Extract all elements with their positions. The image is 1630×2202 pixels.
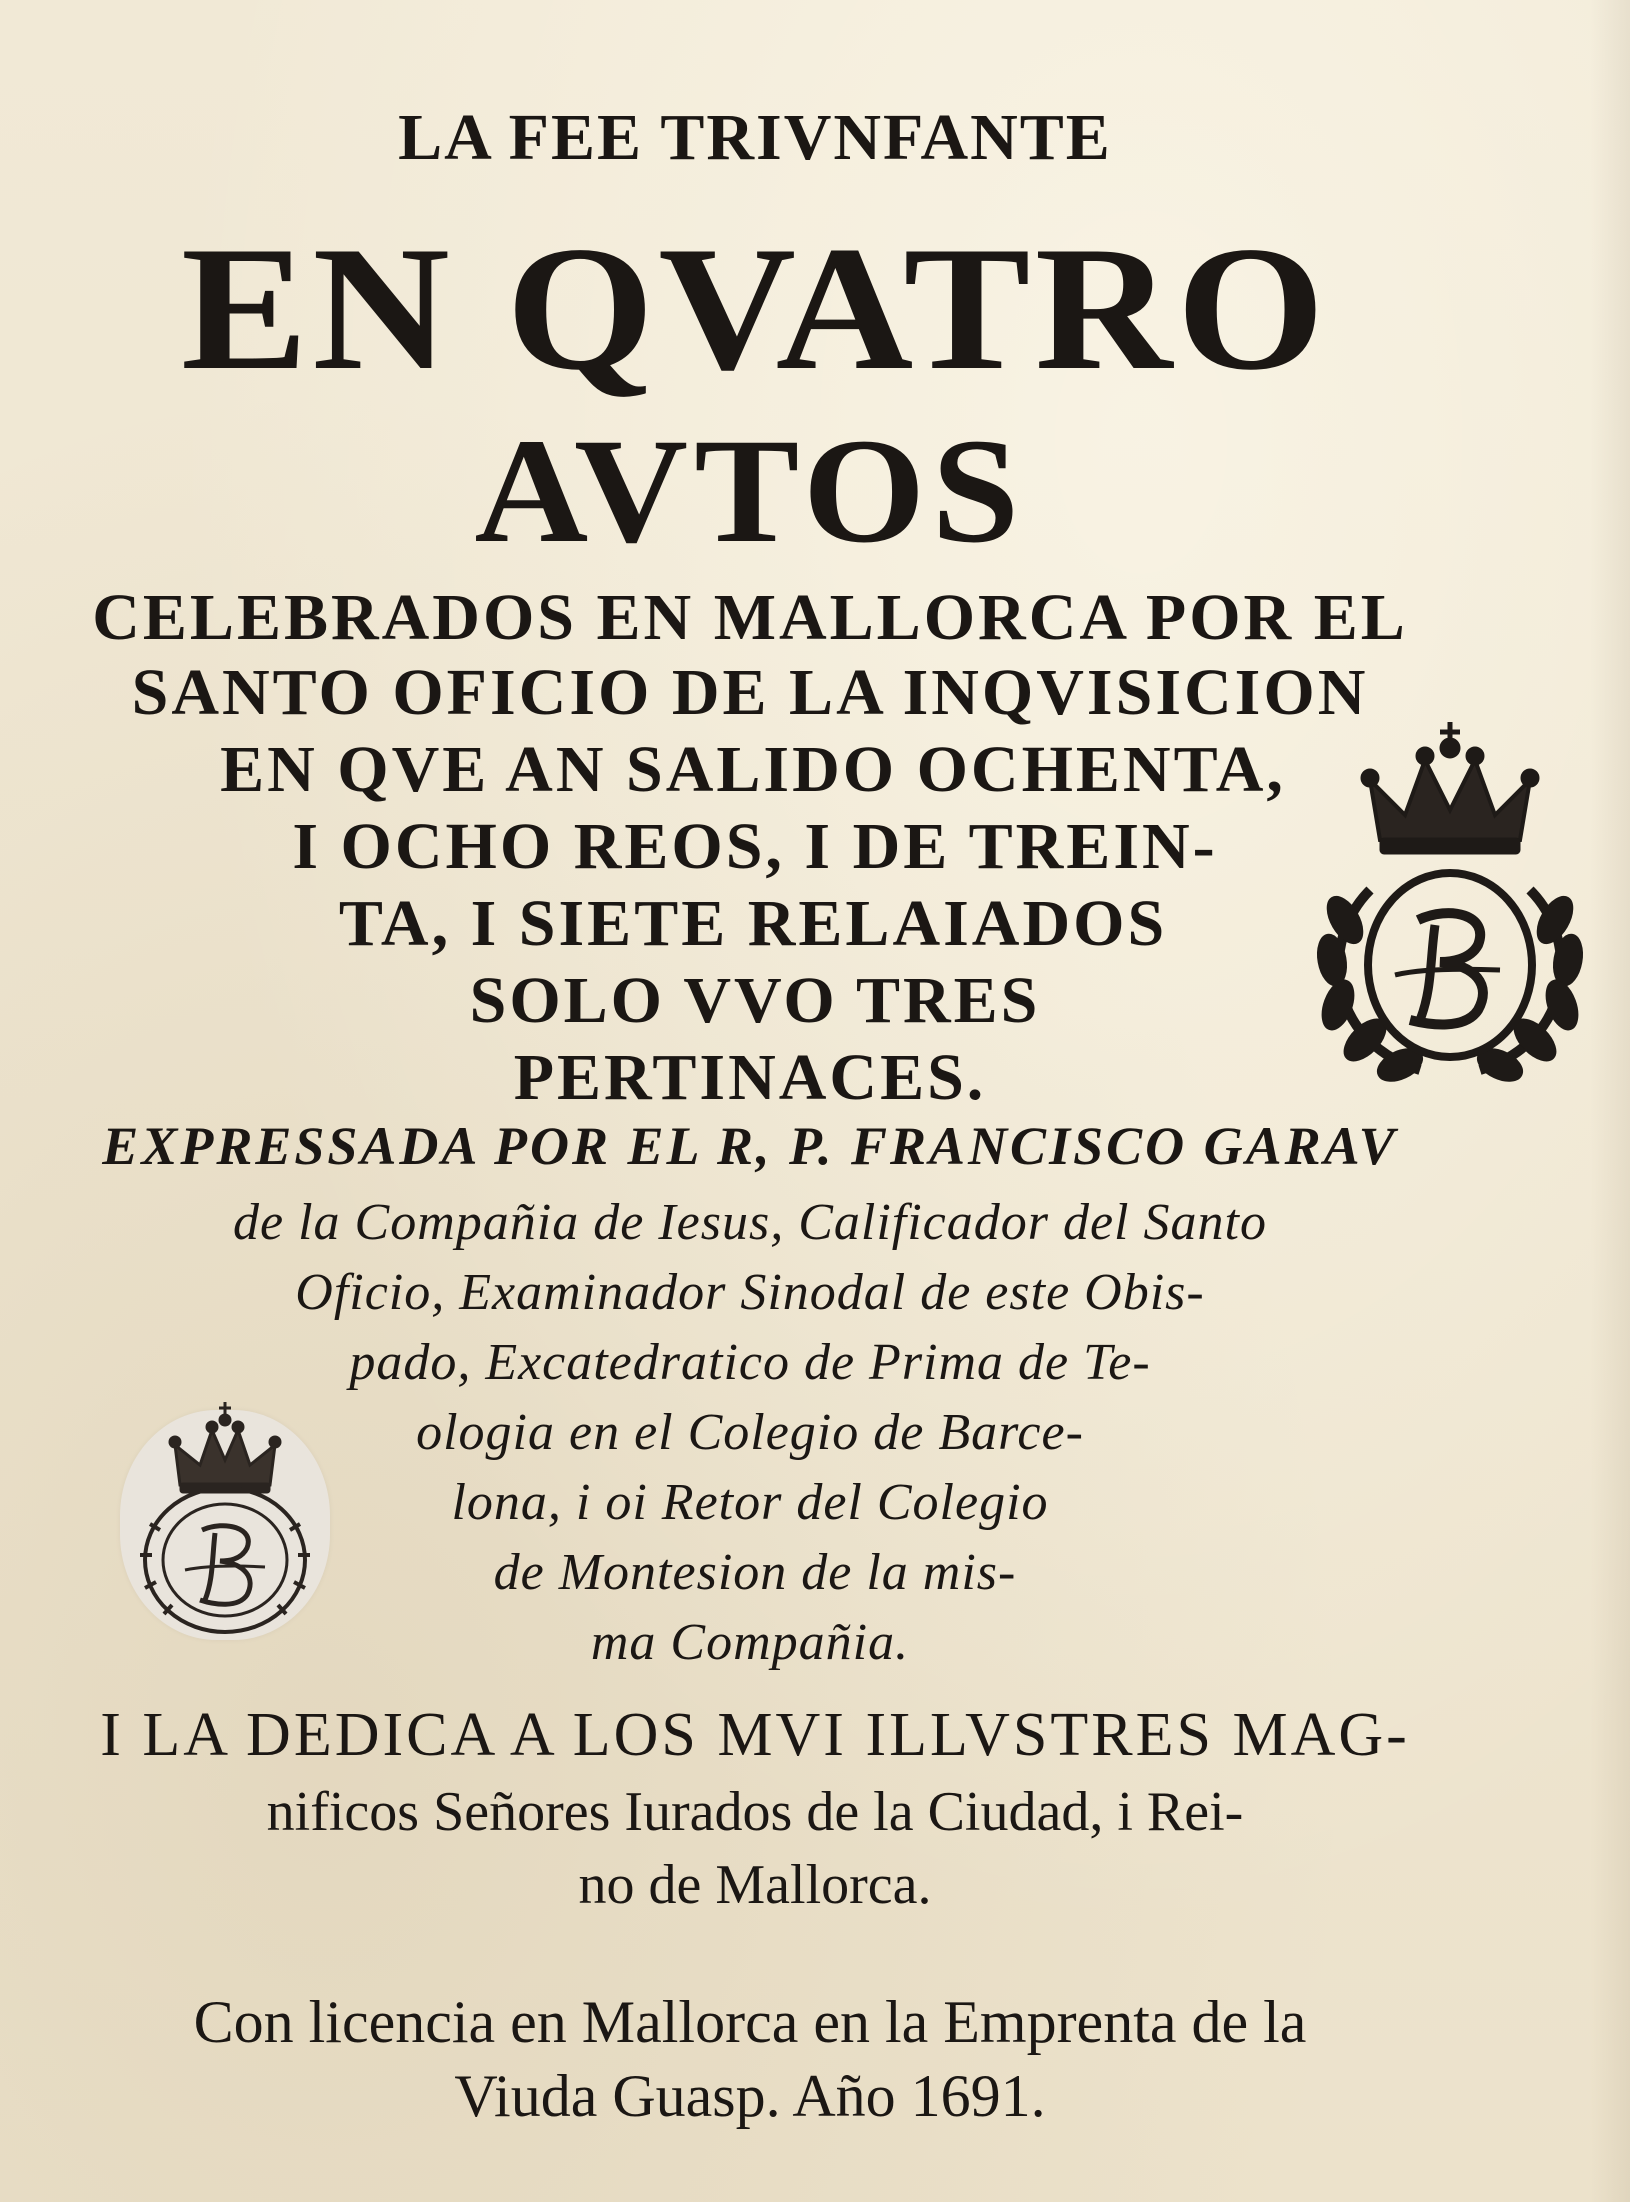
crowned-monogram-stamp-icon — [120, 1390, 330, 1650]
dedication-line-2: nificos Señores Iurados de la Ciudad, i Rei- — [266, 1781, 1244, 1843]
author-line-2: de la Compañia de Iesus, Calificador del Santo — [233, 1194, 1267, 1251]
title-line-2: EN QVATRO — [180, 209, 1329, 407]
dedication-line-1: I LA DEDICA A LOS MVI ILLVSTRES MAG- — [100, 1701, 1410, 1769]
library-stamp-small — [120, 1390, 330, 1650]
crowned-monogram-stamp-icon — [1300, 720, 1600, 1100]
title-line-4: CELEBRADOS EN MALLORCA POR EL — [92, 581, 1408, 654]
dedication-line-3: no de Mallorca. — [578, 1854, 932, 1916]
title-line-10: PERTINACES. — [513, 1041, 987, 1114]
title-line-3: AVTOS — [474, 408, 1026, 574]
author-line-1: EXPRESSADA POR EL R, P. FRANCISCO GARAV — [102, 1116, 1398, 1176]
title-line-9: SOLO VVO TRES — [469, 964, 1041, 1037]
author-line-7: de Montesion de la mis- — [493, 1544, 1017, 1601]
title-line-7: I OCHO REOS, I DE TREIN- — [292, 810, 1218, 883]
title-line-6: EN QVE AN SALIDO OCHENTA, — [220, 733, 1286, 806]
library-stamp-large — [1300, 720, 1600, 1100]
imprint-line-1: Con licencia en Mallorca en la Emprenta de la — [193, 1989, 1307, 2055]
title-line-5: SANTO OFICIO DE LA INQVISICION — [131, 656, 1369, 729]
imprint-line-2: Viuda Guasp. Año 1691. — [454, 2063, 1046, 2129]
title-line-8: TA, I SIETE RELAIADOS — [338, 887, 1168, 960]
title-line-1: LA FEE TRIVNFANTE — [398, 101, 1112, 174]
author-line-6: lona, i oi Retor del Colegio — [451, 1474, 1049, 1531]
author-line-4: pado, Excatedratico de Prima de Te- — [349, 1334, 1151, 1391]
author-line-3: Oficio, Examinador Sinodal de este Obis- — [295, 1264, 1205, 1321]
author-line-5: ologia en el Colegio de Barce- — [416, 1404, 1084, 1461]
author-line-8: ma Compañia. — [590, 1614, 910, 1671]
page-edge-shadow — [1590, 0, 1630, 2202]
